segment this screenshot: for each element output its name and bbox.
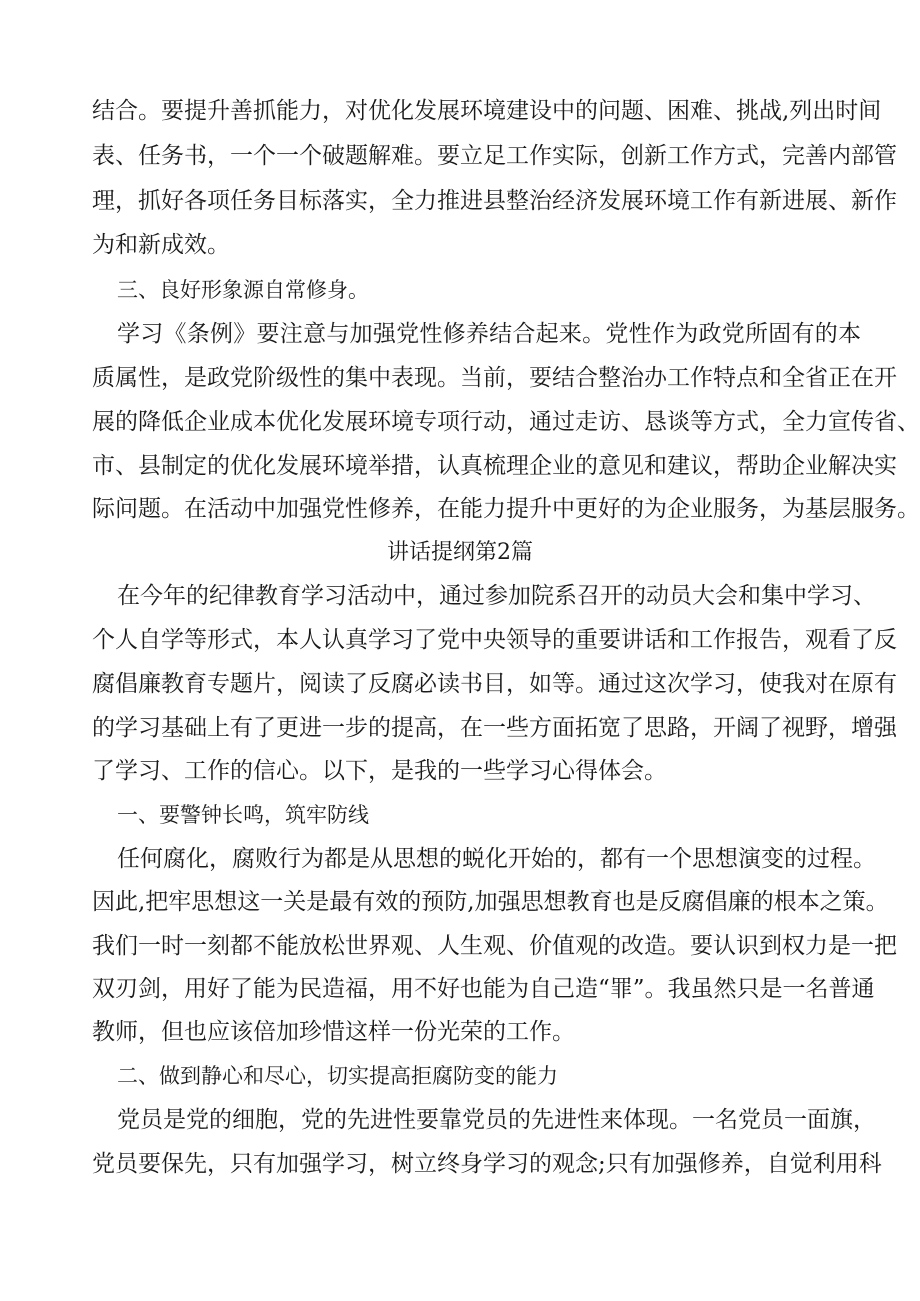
paragraph-line: 党员要保先，只有加强学习，树立终身学习的观念;只有加强修养，自觉利用科 [92, 1151, 882, 1177]
paragraph-line: 展的降低企业成本优化发展环境专项行动，通过走访、恳谈等方式，全力宣传省、 [92, 409, 920, 435]
paragraph-line: 个人自学等形式，本人认真学习了党中央领导的重要讲话和工作报告，观看了反 [92, 627, 897, 653]
paragraph-line: 在今年的纪律教育学习活动中，通过参加院系召开的动员大会和集中学习、 [117, 583, 876, 609]
section-heading: 一、要警钟长鸣，筑牢防线 [117, 803, 369, 827]
paragraph-line: 理，抓好各项任务目标落实，全力推进县整治经济发展环境工作有新进展、新作 [92, 188, 897, 214]
section-heading: 三、良好形象源自常修身。 [117, 278, 369, 302]
paragraph-line: 腐倡廉教育专题片，阅读了反腐必读书目，如等。通过这次学习，使我对在原有 [92, 671, 897, 697]
paragraph-line: 表、任务书，一个一个破题解难。要立足工作实际，创新工作方式，完善内部管 [92, 143, 897, 169]
paragraph-line: 我们一时一刻都不能放松世界观、人生观、价值观的改造。要认识到权力是一把 [92, 933, 897, 959]
paragraph-line: 学习《条例》要注意与加强党性修养结合起来。党性作为政党所固有的本 [117, 321, 861, 347]
section-title: 讲话提纲第2篇 [387, 540, 533, 565]
paragraph-line: 双刃剑，用好了能为民造福，用不好也能为自己造“罪”。我虽然只是一名普通 [92, 976, 875, 1002]
paragraph-line: 党员是党的细胞，党的先进性要靠党员的先进性来体现。一名党员一面旗， [117, 1107, 876, 1133]
paragraph-line: 为和新成效。 [92, 232, 230, 258]
paragraph-line: 教师，但也应该倍加珍惜这样一份光荣的工作。 [92, 1019, 575, 1045]
section-heading: 二、做到静心和尽心，切实提高拒腐防变的能力 [117, 1064, 558, 1088]
paragraph-line: 任何腐化，腐败行为都是从思想的蜕化开始的，都有一个思想演变的过程。 [117, 846, 876, 872]
paragraph-line: 质属性，是政党阶级性的集中表现。当前，要结合整治办工作特点和全省正在开 [92, 365, 897, 391]
paragraph-line: 的学习基础上有了更进一步的提高，在一些方面拓宽了思路，开阔了视野，增强 [92, 715, 897, 741]
paragraph-line: 了学习、工作的信心。以下，是我的一些学习心得体会。 [92, 758, 667, 784]
paragraph-line: 结合。要提升善抓能力，对优化发展环境建设中的问题、困难、挑战,列出时间 [92, 98, 882, 124]
paragraph-line: 际问题。在活动中加强党性修养，在能力提升中更好的为企业服务，为基层服务。 [92, 496, 920, 522]
paragraph-line: 因此,把牢思想这一关是最有效的预防,加强思想教育也是反腐倡廉的根本之策。 [92, 889, 889, 915]
paragraph-line: 市、县制定的优化发展环境举措，认真梳理企业的意见和建议，帮助企业解决实 [92, 453, 897, 479]
